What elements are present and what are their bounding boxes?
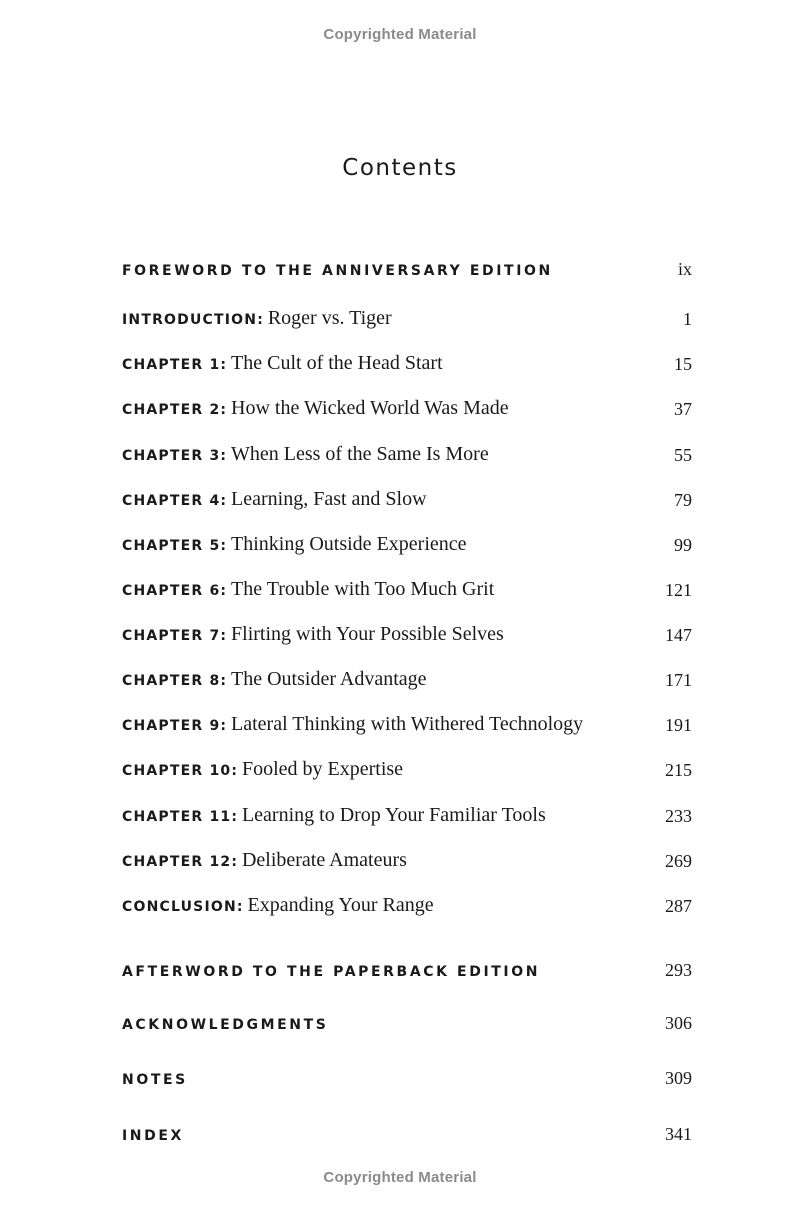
toc-entry-prefix: NOTES	[122, 1072, 188, 1088]
toc-entry-title: Thinking Outside Experience	[231, 533, 467, 555]
toc-entry-title: Fooled by Expertise	[241, 758, 404, 780]
toc-entry-page-number: ix	[677, 259, 692, 279]
toc-entry-label: CHAPTER 8: The Outsider Advantage	[122, 668, 427, 690]
toc-entry-page-number: 309	[665, 1068, 692, 1088]
toc-entry	[122, 1065, 692, 1093]
toc-entry-page-number: 121	[665, 580, 692, 600]
toc-entry-title: How the Wicked World Was Made	[231, 397, 509, 419]
toc-entry-label: CHAPTER 7: Flirting with Your Possible Selves	[122, 623, 504, 645]
toc-entry-prefix: FOREWORD TO THE ANNIVERSARY EDITION	[122, 263, 553, 279]
toc-entry	[122, 442, 692, 470]
copyright-watermark-bottom: Copyrighted Material	[323, 1169, 477, 1186]
toc-entry-title: Roger vs. Tiger	[267, 307, 392, 329]
toc-entry-title: Lateral Thinking with Withered Technology	[231, 713, 584, 735]
toc-entry-page-number: 233	[665, 806, 692, 826]
toc-entry	[122, 532, 692, 560]
toc-entry	[122, 667, 692, 695]
toc-entry	[122, 893, 692, 921]
toc-entry-title: When Less of the Same Is More	[231, 443, 489, 465]
toc-entry	[122, 351, 692, 379]
copyright-watermark-top: Copyrighted Material	[323, 26, 477, 43]
toc-entry-label: CHAPTER 12: Deliberate Amateurs	[122, 849, 407, 871]
toc-entry-label: CHAPTER 5: Thinking Outside Experience	[122, 533, 467, 555]
toc-entry-prefix: AFTERWORD TO THE PAPERBACK EDITION	[122, 964, 541, 980]
toc-entry-page-number: 215	[665, 760, 692, 780]
toc-entry-label: CHAPTER 9: Lateral Thinking with Withered Technology	[122, 713, 584, 735]
toc-entry	[122, 256, 692, 284]
toc-entry-title: Expanding Your Range	[247, 894, 434, 916]
toc-entry-page-number: 15	[674, 354, 692, 374]
toc-entry-page-number: 55	[674, 445, 692, 465]
toc-entry	[122, 1121, 692, 1149]
toc-entry-page-number: 37	[674, 399, 692, 419]
toc-entry-prefix: CHAPTER 12	[122, 854, 232, 870]
toc-entry-title: The Trouble with Too Much Grit	[231, 578, 495, 600]
toc-entry	[122, 487, 692, 515]
toc-entry-title: Learning, Fast and Slow	[231, 488, 427, 510]
toc-entry-label: CHAPTER 6: The Trouble with Too Much Grit	[122, 578, 495, 600]
toc-entry-prefix: ACKNOWLEDGMENTS	[122, 1017, 329, 1033]
toc-entry-prefix: CHAPTER 9	[122, 718, 221, 734]
toc-entry-prefix: CHAPTER 6	[122, 583, 221, 599]
toc-entry-prefix: CHAPTER 8	[122, 673, 221, 689]
toc-entry-page-number: 341	[665, 1124, 692, 1144]
toc-entry	[122, 1010, 692, 1038]
toc-entry-page-number: 147	[665, 625, 692, 645]
toc-entry-label	[122, 1071, 188, 1089]
toc-entry-prefix: CHAPTER 4	[122, 493, 221, 509]
toc-entry-prefix: CHAPTER 10	[122, 763, 232, 779]
toc-entry	[122, 757, 692, 785]
toc-entry-prefix: INTRODUCTION	[122, 312, 258, 328]
toc-entry-label	[122, 963, 540, 981]
toc-entry-prefix: CHAPTER 1	[122, 357, 221, 373]
toc-entry-page-number: 1	[683, 309, 692, 329]
toc-entry	[122, 622, 692, 650]
toc-entry-label: CHAPTER 1: The Cult of the Head Start	[122, 352, 443, 374]
toc-entry-title: The Cult of the Head Start	[231, 352, 443, 374]
toc-entry-title: The Outsider Advantage	[231, 668, 427, 690]
toc-entry-prefix: CHAPTER 3	[122, 448, 221, 464]
toc-entry	[122, 848, 692, 876]
toc-entry-prefix: CHAPTER 2	[122, 402, 221, 418]
toc-entry-label: INTRODUCTION: Roger vs. Tiger	[122, 307, 392, 329]
toc-entry-prefix: CHAPTER 5	[122, 538, 221, 554]
page-title: Contents	[342, 155, 458, 181]
toc-entry	[122, 712, 692, 740]
toc-entry-label: CHAPTER 4: Learning, Fast and Slow	[122, 488, 427, 510]
toc-entry-label: CHAPTER 3: When Less of the Same Is More	[122, 443, 489, 465]
toc-entry	[122, 957, 692, 985]
toc-entry-title: Flirting with Your Possible Selves	[231, 623, 504, 645]
toc-entry-page-number: 171	[665, 670, 692, 690]
toc-entry-label	[122, 262, 553, 280]
toc-entry-label: CHAPTER 2: How the Wicked World Was Made	[122, 397, 509, 419]
toc-entry-title: Deliberate Amateurs	[241, 849, 407, 871]
toc-entry	[122, 306, 692, 334]
toc-entry-page-number: 99	[674, 535, 692, 555]
toc-entry-page-number: 293	[665, 960, 692, 980]
toc-entry-label	[122, 1127, 184, 1145]
toc-entry-prefix: CHAPTER 7	[122, 628, 221, 644]
toc-entry-prefix: CHAPTER 11	[122, 809, 232, 825]
toc-entry-prefix: CONCLUSION	[122, 899, 237, 915]
toc-entry-prefix: INDEX	[122, 1128, 184, 1144]
toc-entry-label: CHAPTER 11: Learning to Drop Your Familiar Tools	[122, 804, 546, 826]
toc-entry-page-number: 79	[674, 490, 692, 510]
toc-entry-label: CONCLUSION: Expanding Your Range	[122, 894, 434, 916]
toc-entry	[122, 396, 692, 424]
toc-entry-page-number: 287	[665, 896, 692, 916]
toc-entry-label: CHAPTER 10: Fooled by Expertise	[122, 758, 404, 780]
toc-entry-label	[122, 1016, 328, 1034]
toc-entry-page-number: 306	[665, 1013, 692, 1033]
toc-entry-title: Learning to Drop Your Familiar Tools	[241, 804, 546, 826]
toc-entry-page-number: 269	[665, 851, 692, 871]
toc-entry	[122, 577, 692, 605]
toc-entry-page-number: 191	[665, 715, 692, 735]
toc-entry	[122, 803, 692, 831]
